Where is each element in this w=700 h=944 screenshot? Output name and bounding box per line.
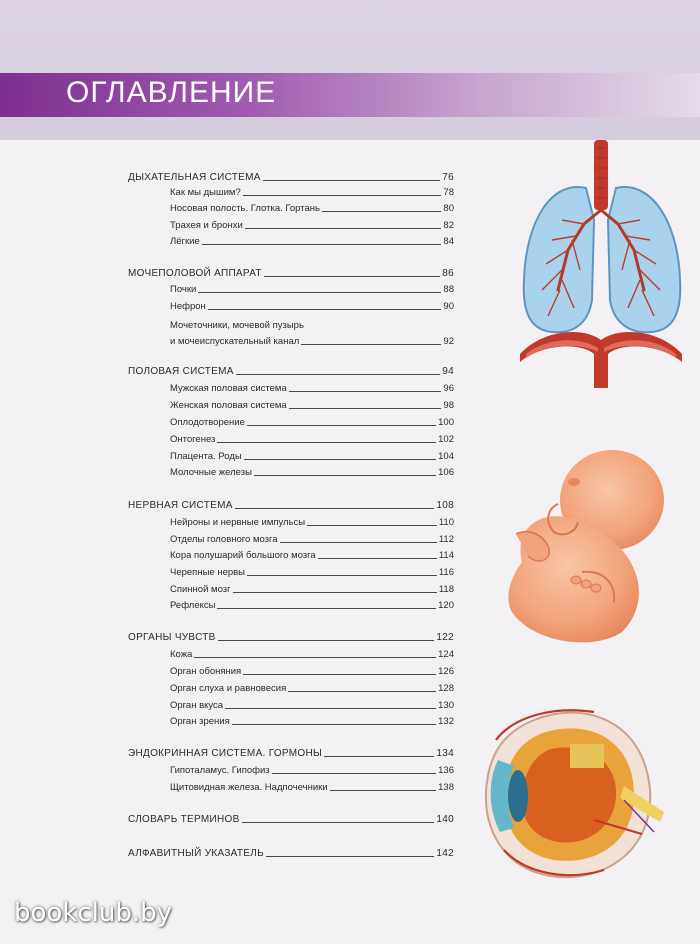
toc-entry <box>170 432 454 446</box>
toc-label: Нефрон <box>170 301 206 312</box>
toc-label: МОЧЕПОЛОВОЙ АППАРАТ <box>128 268 262 279</box>
toc-page-number: 130 <box>438 700 454 711</box>
toc-page-number: 136 <box>438 765 454 776</box>
dot-leader <box>254 475 436 476</box>
toc-section <box>128 812 454 826</box>
toc-page-number: 80 <box>443 203 454 214</box>
toc-page-number: 128 <box>438 683 454 694</box>
dot-leader <box>288 691 436 692</box>
watermark: bookclub.by <box>14 898 173 928</box>
toc-label: Как мы дышим? <box>170 187 241 198</box>
fetus-illustration <box>492 442 672 646</box>
toc-label: ДЫХАТЕЛЬНАЯ СИСТЕМА <box>128 172 261 183</box>
toc-page-number: 108 <box>436 500 454 511</box>
dot-leader <box>280 542 437 543</box>
toc-page-number: 110 <box>438 517 454 528</box>
toc-page-number: 88 <box>443 284 454 295</box>
toc-entry <box>170 698 454 712</box>
dot-leader <box>225 708 436 709</box>
toc-label: Орган обоняния <box>170 666 242 677</box>
toc-label: Отделы головного мозга <box>170 534 278 545</box>
toc-page-number: 138 <box>438 782 454 793</box>
toc-label: НЕРВНАЯ СИСТЕМА <box>128 500 233 511</box>
toc-entry <box>170 681 454 695</box>
toc-label: Носовая полость. Глотка. Гортань <box>170 203 320 214</box>
toc-page-number: 96 <box>443 383 454 394</box>
toc-label: Мужская половая система <box>170 383 287 394</box>
dot-leader <box>235 508 435 509</box>
dot-leader <box>202 244 442 245</box>
toc-label: СЛОВАРЬ ТЕРМИНОВ <box>128 814 240 825</box>
toc-label: Рефлексы <box>170 600 216 611</box>
toc-entry <box>170 334 454 348</box>
toc-entry <box>170 664 454 678</box>
toc-page-number: 120 <box>438 600 454 611</box>
toc-label: Кожа <box>170 649 193 660</box>
dot-leader <box>289 391 442 392</box>
dot-leader <box>243 674 436 675</box>
toc-label: АЛФАВИТНЫЙ УКАЗАТЕЛЬ <box>128 848 264 859</box>
toc-section <box>128 630 454 644</box>
toc-page-number: 94 <box>442 366 454 377</box>
toc-entry <box>170 763 454 777</box>
toc-page-number: 92 <box>443 336 454 347</box>
toc-label: Орган зрения <box>170 716 230 727</box>
dot-leader <box>266 856 434 857</box>
toc-label: Мочеточники, мочевой пузырь <box>170 320 304 331</box>
toc-page-number: 104 <box>438 451 454 462</box>
toc-page-number: 124 <box>438 649 454 660</box>
toc-page-number: 112 <box>438 534 454 545</box>
toc-page-number: 122 <box>436 632 454 643</box>
toc-entry <box>170 234 454 248</box>
toc-entry <box>170 465 454 479</box>
toc-label: и мочеиспускательный канал <box>170 336 300 347</box>
dot-leader <box>247 425 436 426</box>
toc-label: ЭНДОКРИННАЯ СИСТЕМА. ГОРМОНЫ <box>128 748 323 759</box>
dot-leader <box>272 773 437 774</box>
toc-page-number: 84 <box>443 236 454 247</box>
toc-label: Онтогенез <box>170 434 216 445</box>
dot-leader <box>307 525 437 526</box>
toc-label: ОРГАНЫ ЧУВСТВ <box>128 632 216 643</box>
toc-page-number: 78 <box>443 187 454 198</box>
dot-leader <box>301 344 441 345</box>
eye-illustration <box>474 700 670 886</box>
toc-label: Трахея и бронхи <box>170 220 243 231</box>
toc-page-number: 102 <box>438 434 454 445</box>
toc-entry <box>170 218 454 232</box>
toc-section <box>128 170 454 184</box>
toc-page-number: 140 <box>436 814 454 825</box>
dot-leader <box>324 756 434 757</box>
toc-label: Гипоталамус. Гипофиз <box>170 765 270 776</box>
toc-section <box>128 846 454 860</box>
toc-entry <box>170 582 454 596</box>
toc-page-number: 116 <box>438 567 454 578</box>
toc-entry <box>170 647 454 661</box>
toc-entry <box>170 398 454 412</box>
toc-page-number: 114 <box>438 550 454 561</box>
dot-leader <box>233 592 437 593</box>
dot-leader <box>194 657 436 658</box>
toc-page-number: 118 <box>438 584 454 595</box>
toc-label: Щитовидная железа. Надпочечники <box>170 782 328 793</box>
toc-page-number: 142 <box>436 848 454 859</box>
toc-entry <box>170 532 454 546</box>
toc-page-number: 132 <box>438 716 454 727</box>
dot-leader <box>330 790 437 791</box>
page-title: ОГЛАВЛЕНИЕ <box>66 76 277 109</box>
toc-section <box>128 266 454 280</box>
dot-leader <box>236 374 440 375</box>
toc-entry <box>170 780 454 794</box>
toc-page-number: 98 <box>443 400 454 411</box>
toc-entry <box>170 282 454 296</box>
toc-entry <box>170 449 454 463</box>
dot-leader <box>232 724 436 725</box>
toc-label: Почки <box>170 284 197 295</box>
dot-leader <box>217 608 436 609</box>
dot-leader <box>289 408 442 409</box>
toc-entry <box>170 515 454 529</box>
toc-entry <box>170 318 454 332</box>
dot-leader <box>198 292 441 293</box>
toc-label: Спинной мозг <box>170 584 231 595</box>
toc-label: Лёгкие <box>170 236 200 247</box>
toc-entry <box>170 185 454 199</box>
toc-label: Орган вкуса <box>170 700 224 711</box>
dot-leader <box>264 276 440 277</box>
toc-section <box>128 364 454 378</box>
toc-label: Черепные нервы <box>170 567 246 578</box>
toc-label: Нейроны и нервные импульсы <box>170 517 306 528</box>
dot-leader <box>247 575 437 576</box>
toc-label: ПОЛОВАЯ СИСТЕМА <box>128 366 234 377</box>
dot-leader <box>243 195 442 196</box>
toc-entry <box>170 714 454 728</box>
toc-section <box>128 498 454 512</box>
toc-section <box>128 746 454 760</box>
toc-label: Кора полушарий большого мозга <box>170 550 316 561</box>
toc-page-number: 126 <box>438 666 454 677</box>
toc-label: Оплодотворение <box>170 417 245 428</box>
toc-entry <box>170 299 454 313</box>
dot-leader <box>263 180 441 181</box>
toc-page-number: 134 <box>436 748 454 759</box>
toc-label: Орган слуха и равновесия <box>170 683 287 694</box>
toc-page-number: 82 <box>443 220 454 231</box>
toc-page-number: 76 <box>442 172 454 183</box>
toc-page-number: 106 <box>438 467 454 478</box>
dot-leader <box>218 640 435 641</box>
toc-entry <box>170 565 454 579</box>
toc-entry <box>170 415 454 429</box>
toc-page-number: 100 <box>438 417 454 428</box>
toc-page-number: 86 <box>442 268 454 279</box>
dot-leader <box>322 211 441 212</box>
dot-leader <box>242 822 435 823</box>
toc-entry <box>170 548 454 562</box>
toc-entry <box>170 201 454 215</box>
dot-leader <box>217 442 436 443</box>
dot-leader <box>245 228 442 229</box>
toc-entry <box>170 381 454 395</box>
dot-leader <box>208 309 442 310</box>
toc-label: Плацента. Роды <box>170 451 242 462</box>
dot-leader <box>244 459 436 460</box>
lungs-illustration <box>512 140 690 392</box>
toc-entry <box>170 598 454 612</box>
dot-leader <box>318 558 437 559</box>
toc-label: Молочные железы <box>170 467 252 478</box>
toc-label: Женская половая система <box>170 400 287 411</box>
toc-page-number: 90 <box>443 301 454 312</box>
